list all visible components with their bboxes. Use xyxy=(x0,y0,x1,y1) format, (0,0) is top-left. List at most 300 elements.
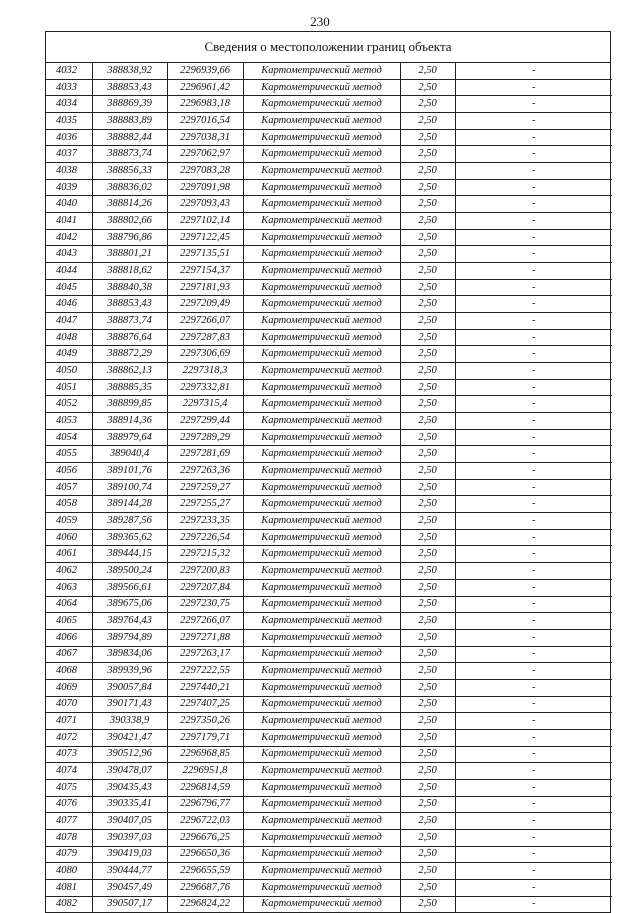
point-number-cell: 4037 xyxy=(46,146,92,163)
method-cell: Картометрический метод xyxy=(243,163,400,180)
y-coordinate-cell: 2297318,3 xyxy=(167,363,243,380)
table-row xyxy=(46,379,612,396)
x-coordinate-cell: 390171,43 xyxy=(92,696,167,713)
description-cell: - xyxy=(455,263,612,280)
y-coordinate-cell: 2296968,85 xyxy=(167,746,243,763)
accuracy-cell: 2,50 xyxy=(400,146,455,163)
accuracy-cell: 2,50 xyxy=(400,729,455,746)
accuracy-cell: 2,50 xyxy=(400,96,455,113)
description-cell: - xyxy=(455,663,612,680)
description-cell: - xyxy=(455,346,612,363)
y-coordinate-cell: 2297233,35 xyxy=(167,513,243,530)
point-number-cell: 4043 xyxy=(46,246,92,263)
y-coordinate-cell: 2297226,54 xyxy=(167,529,243,546)
method-cell: Картометрический метод xyxy=(243,96,400,113)
y-coordinate-cell: 2297181,93 xyxy=(167,279,243,296)
method-cell: Картометрический метод xyxy=(243,546,400,563)
accuracy-cell: 2,50 xyxy=(400,663,455,680)
point-number-cell: 4073 xyxy=(46,746,92,763)
accuracy-cell: 2,50 xyxy=(400,229,455,246)
x-coordinate-cell: 390507,17 xyxy=(92,896,167,912)
description-cell: - xyxy=(455,679,612,696)
x-coordinate-cell: 389287,56 xyxy=(92,513,167,530)
accuracy-cell: 2,50 xyxy=(400,613,455,630)
point-number-cell: 4038 xyxy=(46,163,92,180)
table-row xyxy=(46,496,612,513)
method-cell: Картометрический метод xyxy=(243,146,400,163)
x-coordinate-cell: 389040,4 xyxy=(92,446,167,463)
method-cell: Картометрический метод xyxy=(243,63,400,79)
x-coordinate-cell: 390457,49 xyxy=(92,879,167,896)
y-coordinate-cell: 2296961,42 xyxy=(167,79,243,96)
method-cell: Картометрический метод xyxy=(243,779,400,796)
y-coordinate-cell: 2297230,75 xyxy=(167,596,243,613)
description-cell: - xyxy=(455,829,612,846)
table-row xyxy=(46,513,612,530)
point-number-cell: 4042 xyxy=(46,229,92,246)
accuracy-cell: 2,50 xyxy=(400,796,455,813)
table-row xyxy=(46,229,612,246)
description-cell: - xyxy=(455,746,612,763)
accuracy-cell: 2,50 xyxy=(400,179,455,196)
x-coordinate-cell: 388899,85 xyxy=(92,396,167,413)
y-coordinate-cell: 2297306,69 xyxy=(167,346,243,363)
x-coordinate-cell: 388818,62 xyxy=(92,263,167,280)
x-coordinate-cell: 389566,61 xyxy=(92,579,167,596)
method-cell: Картометрический метод xyxy=(243,396,400,413)
point-number-cell: 4061 xyxy=(46,546,92,563)
method-cell: Картометрический метод xyxy=(243,829,400,846)
table-row xyxy=(46,879,612,896)
point-number-cell: 4072 xyxy=(46,729,92,746)
accuracy-cell: 2,50 xyxy=(400,596,455,613)
accuracy-cell: 2,50 xyxy=(400,579,455,596)
y-coordinate-cell: 2297038,31 xyxy=(167,129,243,146)
accuracy-cell: 2,50 xyxy=(400,329,455,346)
point-number-cell: 4044 xyxy=(46,263,92,280)
accuracy-cell: 2,50 xyxy=(400,679,455,696)
accuracy-cell: 2,50 xyxy=(400,779,455,796)
table-row xyxy=(46,113,612,130)
y-coordinate-cell: 2297207,84 xyxy=(167,579,243,596)
x-coordinate-cell: 388882,44 xyxy=(92,129,167,146)
x-coordinate-cell: 389675,06 xyxy=(92,596,167,613)
point-number-cell: 4054 xyxy=(46,429,92,446)
description-cell: - xyxy=(455,879,612,896)
point-number-cell: 4058 xyxy=(46,496,92,513)
point-number-cell: 4040 xyxy=(46,196,92,213)
point-number-cell: 4068 xyxy=(46,663,92,680)
y-coordinate-cell: 2297200,83 xyxy=(167,563,243,580)
x-coordinate-cell: 390444,77 xyxy=(92,863,167,880)
table-row xyxy=(46,479,612,496)
point-number-cell: 4051 xyxy=(46,379,92,396)
x-coordinate-cell: 390478,07 xyxy=(92,763,167,780)
method-cell: Картометрический метод xyxy=(243,346,400,363)
method-cell: Картометрический метод xyxy=(243,329,400,346)
y-coordinate-cell: 2297102,14 xyxy=(167,213,243,230)
point-number-cell: 4056 xyxy=(46,463,92,480)
table-row xyxy=(46,313,612,330)
x-coordinate-cell: 388873,74 xyxy=(92,146,167,163)
description-cell: - xyxy=(455,146,612,163)
method-cell: Картометрический метод xyxy=(243,679,400,696)
y-coordinate-cell: 2297255,27 xyxy=(167,496,243,513)
accuracy-cell: 2,50 xyxy=(400,313,455,330)
x-coordinate-cell: 390335,41 xyxy=(92,796,167,813)
accuracy-cell: 2,50 xyxy=(400,529,455,546)
description-cell: - xyxy=(455,496,612,513)
table-row xyxy=(46,429,612,446)
accuracy-cell: 2,50 xyxy=(400,129,455,146)
method-cell: Картометрический метод xyxy=(243,763,400,780)
method-cell: Картометрический метод xyxy=(243,196,400,213)
accuracy-cell: 2,50 xyxy=(400,629,455,646)
x-coordinate-cell: 388801,21 xyxy=(92,246,167,263)
x-coordinate-cell: 388979,64 xyxy=(92,429,167,446)
table-row xyxy=(46,363,612,380)
x-coordinate-cell: 388883,89 xyxy=(92,113,167,130)
accuracy-cell: 2,50 xyxy=(400,463,455,480)
table-row xyxy=(46,146,612,163)
table-row xyxy=(46,213,612,230)
table-row xyxy=(46,413,612,430)
point-number-cell: 4066 xyxy=(46,629,92,646)
point-number-cell: 4078 xyxy=(46,829,92,846)
description-cell: - xyxy=(455,429,612,446)
point-number-cell: 4035 xyxy=(46,113,92,130)
point-number-cell: 4060 xyxy=(46,529,92,546)
accuracy-cell: 2,50 xyxy=(400,563,455,580)
y-coordinate-cell: 2297135,51 xyxy=(167,246,243,263)
description-cell: - xyxy=(455,413,612,430)
method-cell: Картометрический метод xyxy=(243,179,400,196)
description-cell: - xyxy=(455,229,612,246)
table-row xyxy=(46,96,612,113)
method-cell: Картометрический метод xyxy=(243,579,400,596)
point-number-cell: 4063 xyxy=(46,579,92,596)
table-row xyxy=(46,163,612,180)
x-coordinate-cell: 389500,24 xyxy=(92,563,167,580)
y-coordinate-cell: 2297091,98 xyxy=(167,179,243,196)
method-cell: Картометрический метод xyxy=(243,896,400,912)
accuracy-cell: 2,50 xyxy=(400,196,455,213)
table-row xyxy=(46,796,612,813)
table-row xyxy=(46,129,612,146)
method-cell: Картометрический метод xyxy=(243,279,400,296)
point-number-cell: 4059 xyxy=(46,513,92,530)
point-number-cell: 4053 xyxy=(46,413,92,430)
point-number-cell: 4077 xyxy=(46,813,92,830)
y-coordinate-cell: 2297287,83 xyxy=(167,329,243,346)
x-coordinate-cell: 388796,86 xyxy=(92,229,167,246)
method-cell: Картометрический метод xyxy=(243,246,400,263)
table-row xyxy=(46,246,612,263)
boundary-table-frame xyxy=(45,31,611,913)
accuracy-cell: 2,50 xyxy=(400,813,455,830)
point-number-cell: 4032 xyxy=(46,63,92,79)
method-cell: Картометрический метод xyxy=(243,129,400,146)
table-row xyxy=(46,763,612,780)
accuracy-cell: 2,50 xyxy=(400,879,455,896)
accuracy-cell: 2,50 xyxy=(400,113,455,130)
description-cell: - xyxy=(455,396,612,413)
accuracy-cell: 2,50 xyxy=(400,396,455,413)
method-cell: Картометрический метод xyxy=(243,663,400,680)
accuracy-cell: 2,50 xyxy=(400,846,455,863)
x-coordinate-cell: 390419,03 xyxy=(92,846,167,863)
table-row xyxy=(46,896,612,912)
table-row xyxy=(46,613,612,630)
y-coordinate-cell: 2296650,36 xyxy=(167,846,243,863)
point-number-cell: 4062 xyxy=(46,563,92,580)
point-number-cell: 4039 xyxy=(46,179,92,196)
y-coordinate-cell: 2296983,18 xyxy=(167,96,243,113)
y-coordinate-cell: 2297407,25 xyxy=(167,696,243,713)
y-coordinate-cell: 2297215,32 xyxy=(167,546,243,563)
x-coordinate-cell: 389444,15 xyxy=(92,546,167,563)
description-cell: - xyxy=(455,113,612,130)
table-row xyxy=(46,829,612,846)
x-coordinate-cell: 388802,66 xyxy=(92,213,167,230)
y-coordinate-cell: 2297266,07 xyxy=(167,613,243,630)
table-row xyxy=(46,279,612,296)
method-cell: Картометрический метод xyxy=(243,379,400,396)
table-row xyxy=(46,529,612,546)
y-coordinate-cell: 2296687,76 xyxy=(167,879,243,896)
table-row xyxy=(46,646,612,663)
y-coordinate-cell: 2296824,22 xyxy=(167,896,243,912)
point-number-cell: 4036 xyxy=(46,129,92,146)
method-cell: Картометрический метод xyxy=(243,613,400,630)
point-number-cell: 4033 xyxy=(46,79,92,96)
y-coordinate-cell: 2297083,28 xyxy=(167,163,243,180)
y-coordinate-cell: 2296951,8 xyxy=(167,763,243,780)
x-coordinate-cell: 390397,03 xyxy=(92,829,167,846)
point-number-cell: 4071 xyxy=(46,713,92,730)
table-row xyxy=(46,663,612,680)
description-cell: - xyxy=(455,379,612,396)
accuracy-cell: 2,50 xyxy=(400,363,455,380)
description-cell: - xyxy=(455,546,612,563)
description-cell: - xyxy=(455,596,612,613)
y-coordinate-cell: 2297315,4 xyxy=(167,396,243,413)
table-row xyxy=(46,729,612,746)
description-cell: - xyxy=(532,898,536,910)
coordinates-table-body xyxy=(46,63,612,912)
accuracy-cell: 2,50 xyxy=(400,763,455,780)
accuracy-cell: 2,50 xyxy=(400,479,455,496)
description-cell: - xyxy=(455,863,612,880)
table-row xyxy=(46,813,612,830)
point-number-cell: 4045 xyxy=(46,279,92,296)
method-cell: Картометрический метод xyxy=(243,113,400,130)
accuracy-cell: 2,50 xyxy=(400,496,455,513)
method-cell: Картометрический метод xyxy=(243,729,400,746)
description-cell: - xyxy=(455,613,612,630)
accuracy-cell: 2,50 xyxy=(400,829,455,846)
table-row xyxy=(46,863,612,880)
description-cell: - xyxy=(455,646,612,663)
table-row xyxy=(46,679,612,696)
method-cell: Картометрический метод xyxy=(243,496,400,513)
point-number-cell: 4065 xyxy=(46,613,92,630)
accuracy-cell: 2,50 xyxy=(400,213,455,230)
description-cell: - xyxy=(455,279,612,296)
point-number-cell: 4070 xyxy=(46,696,92,713)
method-cell: Картометрический метод xyxy=(243,296,400,313)
y-coordinate-cell: 2297209,49 xyxy=(167,296,243,313)
description-cell: - xyxy=(455,629,612,646)
point-number-cell: 4041 xyxy=(46,213,92,230)
table-row xyxy=(46,579,612,596)
description-cell: - xyxy=(455,179,612,196)
description-cell: - xyxy=(455,446,612,463)
x-coordinate-cell: 388862,13 xyxy=(92,363,167,380)
method-cell: Картометрический метод xyxy=(243,446,400,463)
method-cell: Картометрический метод xyxy=(243,646,400,663)
point-number-cell: 4082 xyxy=(46,896,92,912)
x-coordinate-cell: 388853,43 xyxy=(92,79,167,96)
method-cell: Картометрический метод xyxy=(243,313,400,330)
method-cell: Картометрический метод xyxy=(243,463,400,480)
x-coordinate-cell: 388814,26 xyxy=(92,196,167,213)
x-coordinate-cell: 388856,33 xyxy=(92,163,167,180)
accuracy-cell: 2,50 xyxy=(400,546,455,563)
method-cell: Картометрический метод xyxy=(243,563,400,580)
table-row xyxy=(46,296,612,313)
description-cell: - xyxy=(455,796,612,813)
description-cell: - xyxy=(455,129,612,146)
accuracy-cell: 2,50 xyxy=(400,379,455,396)
page-number: 230 xyxy=(310,14,330,29)
x-coordinate-cell: 389101,76 xyxy=(92,463,167,480)
accuracy-cell: 2,50 xyxy=(400,263,455,280)
table-row xyxy=(46,79,612,96)
x-coordinate-cell: 388873,74 xyxy=(92,313,167,330)
x-coordinate-cell: 390435,43 xyxy=(92,779,167,796)
y-coordinate-cell: 2297299,44 xyxy=(167,413,243,430)
description-cell: - xyxy=(455,363,612,380)
table-row xyxy=(46,396,612,413)
point-number-cell: 4081 xyxy=(46,879,92,896)
description-cell: - xyxy=(455,479,612,496)
description-cell: - xyxy=(455,779,612,796)
description-cell: - xyxy=(455,463,612,480)
table-row xyxy=(46,596,612,613)
y-coordinate-cell: 2297093,43 xyxy=(167,196,243,213)
point-number-cell: 4050 xyxy=(46,363,92,380)
table-row xyxy=(46,196,612,213)
x-coordinate-cell: 388853,43 xyxy=(92,296,167,313)
description-cell: - xyxy=(455,196,612,213)
method-cell: Картометрический метод xyxy=(243,596,400,613)
point-number-cell: 4034 xyxy=(46,96,92,113)
x-coordinate-cell: 390057,84 xyxy=(92,679,167,696)
x-coordinate-cell: 388876,64 xyxy=(92,329,167,346)
method-cell: Картометрический метод xyxy=(243,696,400,713)
y-coordinate-cell: 2297179,71 xyxy=(167,729,243,746)
method-cell: Картометрический метод xyxy=(243,513,400,530)
accuracy-cell: 2,50 xyxy=(400,513,455,530)
description-cell: - xyxy=(455,579,612,596)
method-cell: Картометрический метод xyxy=(243,796,400,813)
x-coordinate-cell: 389834,06 xyxy=(92,646,167,663)
method-cell: Картометрический метод xyxy=(243,813,400,830)
x-coordinate-cell: 389100,74 xyxy=(92,479,167,496)
accuracy-cell: 2,50 xyxy=(400,163,455,180)
description-cell: - xyxy=(455,63,612,79)
description-cell: - xyxy=(455,713,612,730)
table-row xyxy=(46,63,612,79)
description-cell: - xyxy=(455,163,612,180)
y-coordinate-cell: 2297289,29 xyxy=(167,429,243,446)
y-coordinate-cell: 2296655,59 xyxy=(167,863,243,880)
description-cell: - xyxy=(455,313,612,330)
x-coordinate-cell: 389939,96 xyxy=(92,663,167,680)
y-coordinate-cell: 2296722,03 xyxy=(167,813,243,830)
y-coordinate-cell: 2297016,54 xyxy=(167,113,243,130)
accuracy-cell: 2,50 xyxy=(400,896,455,912)
y-coordinate-cell: 2296939,66 xyxy=(167,63,243,79)
table-row xyxy=(46,779,612,796)
point-number-cell: 4049 xyxy=(46,346,92,363)
point-number-cell: 4076 xyxy=(46,796,92,813)
description-cell: - xyxy=(455,729,612,746)
point-number-cell: 4052 xyxy=(46,396,92,413)
table-row xyxy=(46,846,612,863)
table-row xyxy=(46,546,612,563)
y-coordinate-cell: 2297281,69 xyxy=(167,446,243,463)
method-cell: Картометрический метод xyxy=(243,479,400,496)
point-number-cell: 4069 xyxy=(46,679,92,696)
table-row xyxy=(46,446,612,463)
description-cell: - xyxy=(455,763,612,780)
description-cell: - xyxy=(455,329,612,346)
x-coordinate-cell: 390512,96 xyxy=(92,746,167,763)
y-coordinate-cell: 2297263,36 xyxy=(167,463,243,480)
y-coordinate-cell: 2297259,27 xyxy=(167,479,243,496)
description-cell: - xyxy=(455,79,612,96)
y-coordinate-cell: 2296676,25 xyxy=(167,829,243,846)
description-cell: - xyxy=(455,213,612,230)
method-cell: Картометрический метод xyxy=(243,263,400,280)
y-coordinate-cell: 2296814,59 xyxy=(167,779,243,796)
point-number-cell: 4075 xyxy=(46,779,92,796)
y-coordinate-cell: 2297222,55 xyxy=(167,663,243,680)
description-cell: - xyxy=(455,296,612,313)
accuracy-cell: 2,50 xyxy=(400,646,455,663)
method-cell: Картометрический метод xyxy=(243,79,400,96)
description-cell: - xyxy=(455,246,612,263)
accuracy-cell: 2,50 xyxy=(400,713,455,730)
accuracy-cell: 2,50 xyxy=(400,246,455,263)
accuracy-cell: 2,50 xyxy=(400,346,455,363)
table-row xyxy=(46,696,612,713)
point-number-cell: 4057 xyxy=(46,479,92,496)
table-row xyxy=(46,629,612,646)
method-cell: Картометрический метод xyxy=(243,879,400,896)
accuracy-cell: 2,50 xyxy=(400,413,455,430)
method-cell: Картометрический метод xyxy=(243,529,400,546)
table-row xyxy=(46,746,612,763)
method-cell: Картометрический метод xyxy=(243,413,400,430)
method-cell: Картометрический метод xyxy=(243,713,400,730)
accuracy-cell: 2,50 xyxy=(400,746,455,763)
point-number-cell: 4064 xyxy=(46,596,92,613)
description-cell: - xyxy=(455,813,612,830)
description-cell: - xyxy=(455,96,612,113)
